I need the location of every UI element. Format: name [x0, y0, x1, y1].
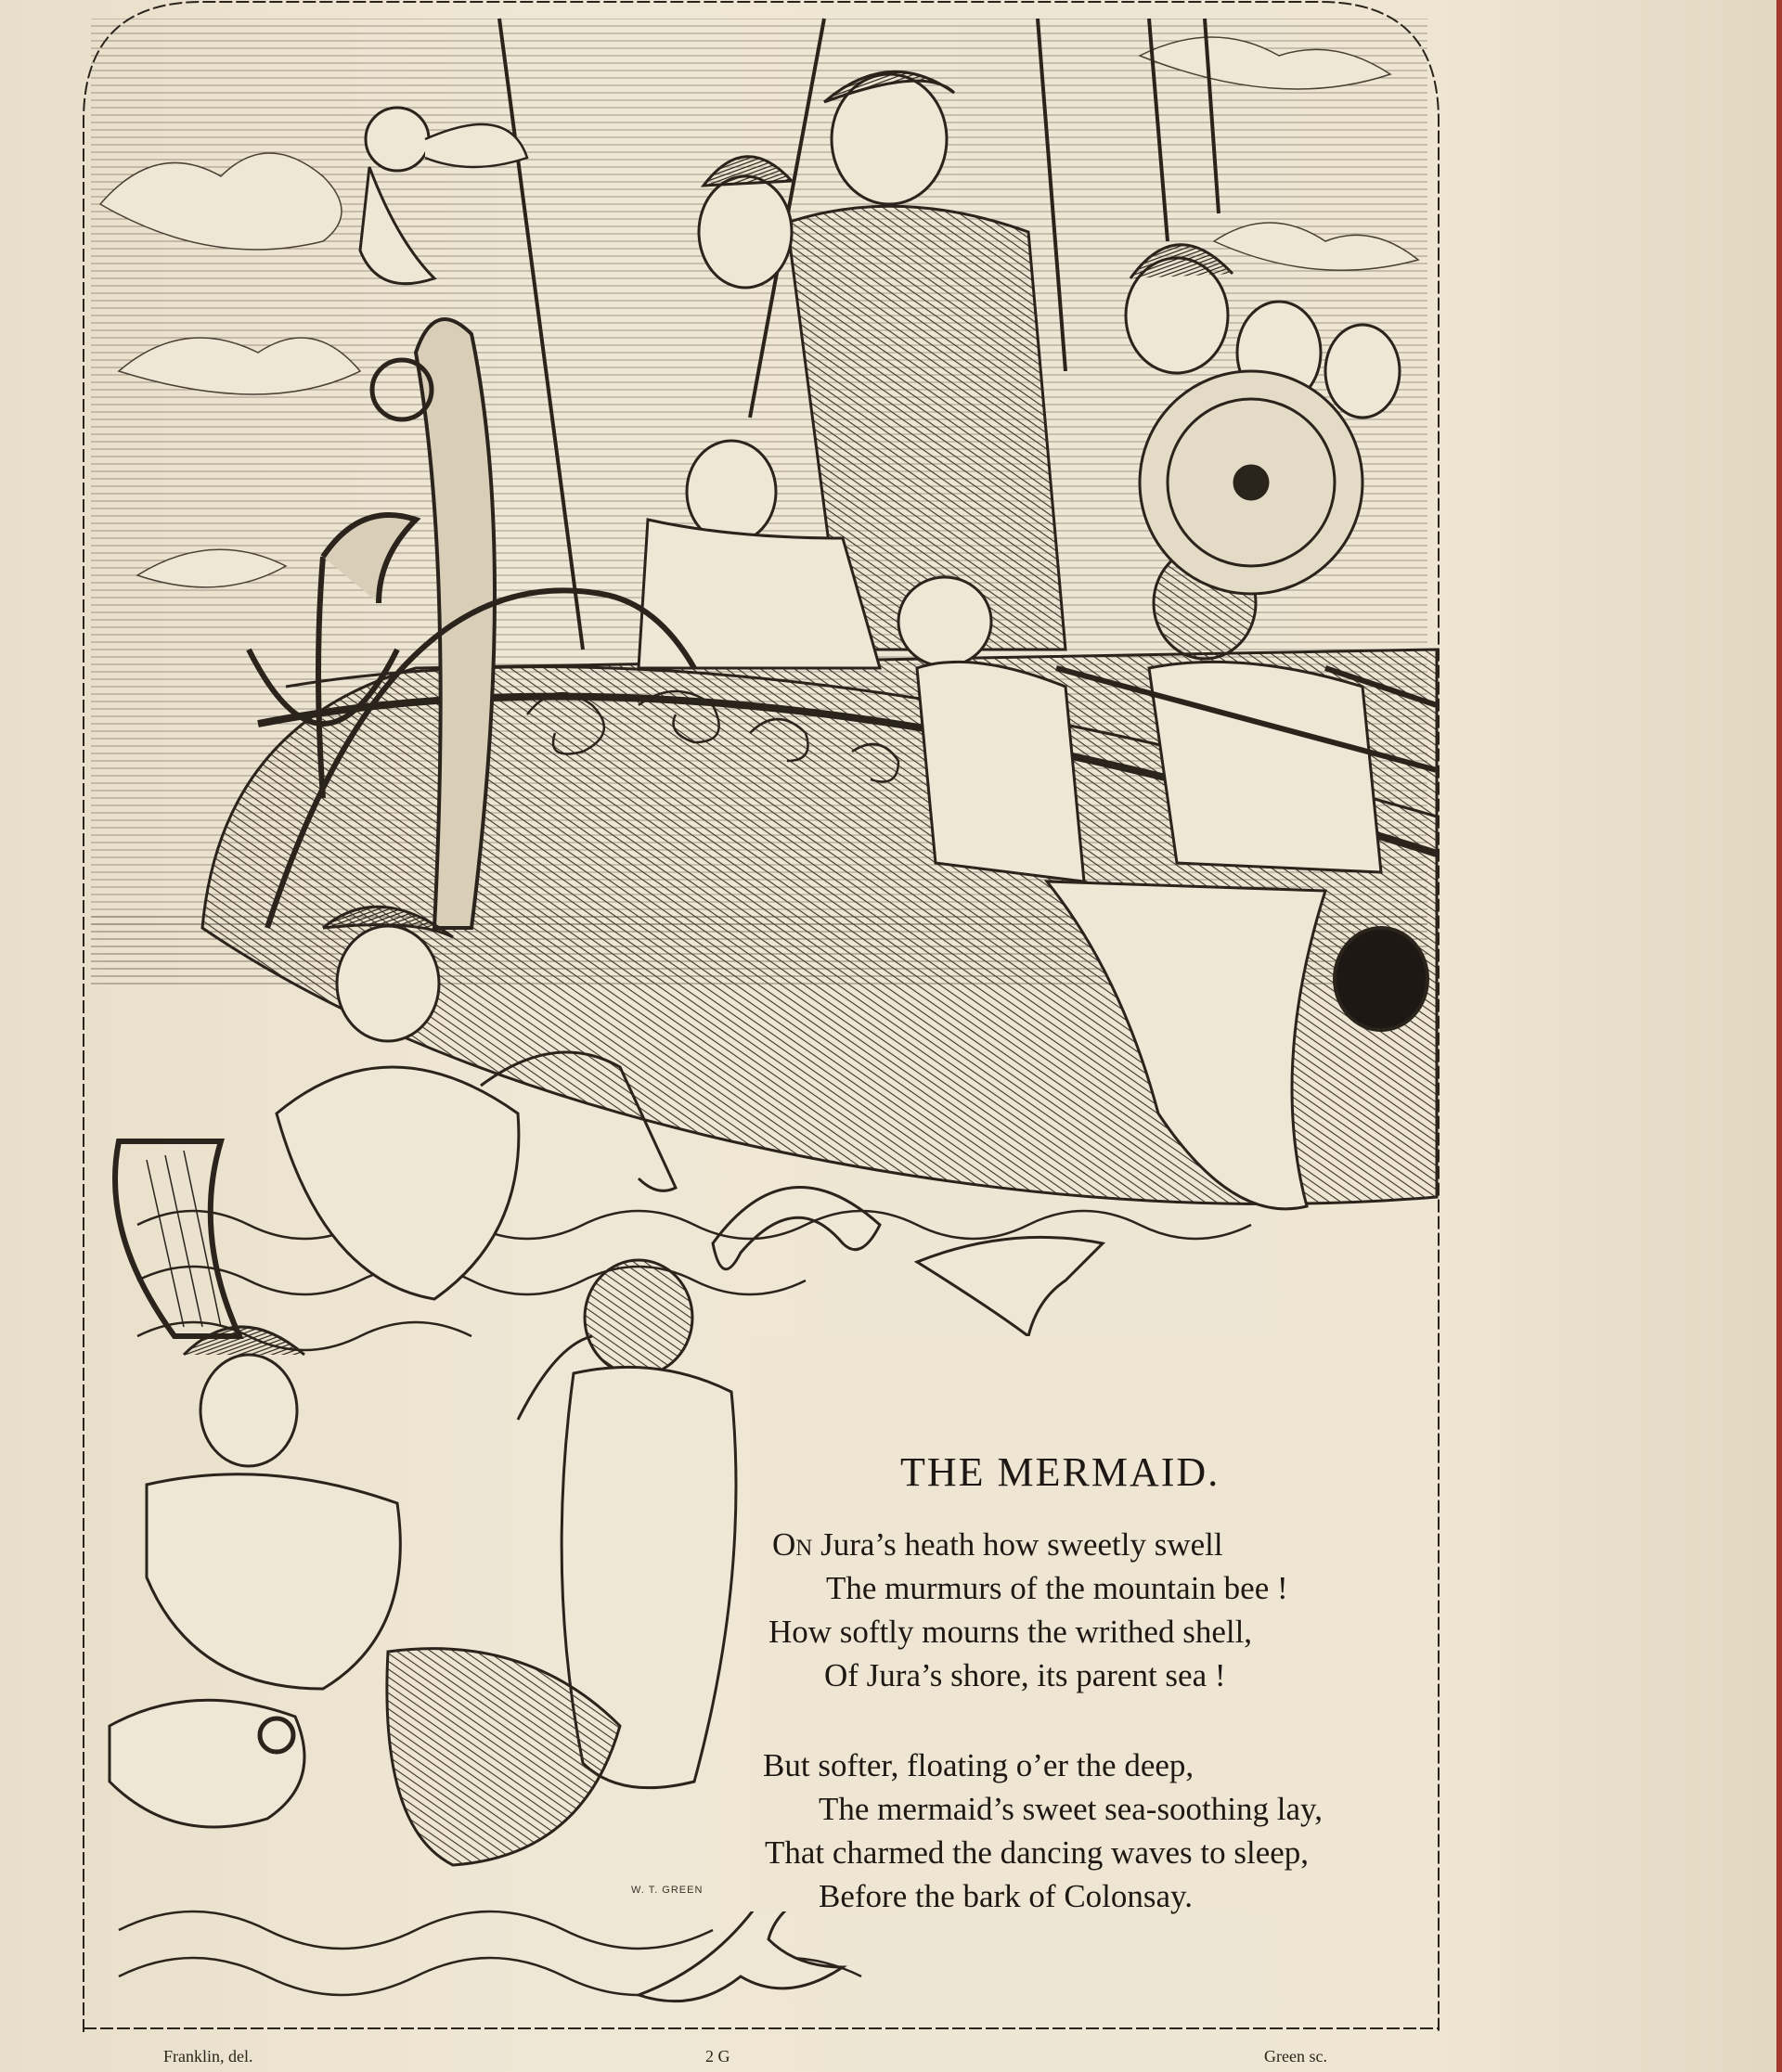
- verse-line: Before the bark of Colonsay.: [819, 1878, 1194, 1914]
- artist-credit: Franklin, del.: [163, 2047, 253, 2066]
- engraving-plate: [82, 0, 1440, 2032]
- verse-initial: On: [772, 1526, 813, 1563]
- harp: [115, 1141, 239, 1336]
- verse-line: How softly mourns the writhed shell,: [768, 1614, 1253, 1650]
- engraver-signature: W. T. GREEN: [631, 1885, 704, 1896]
- verse-line: [772, 1526, 1223, 1564]
- verse-line: That charmed the dancing waves to sleep,: [765, 1834, 1310, 1871]
- poem-title: THE MERMAID.: [900, 1449, 1220, 1495]
- ship-porthole: [1335, 928, 1427, 1030]
- verse-line: The murmurs of the mountain bee !: [826, 1570, 1288, 1606]
- verse-line: But softer, floating o’er the deep,: [763, 1747, 1194, 1783]
- verse-text: Jura’s heath how sweetly swell: [812, 1526, 1223, 1563]
- signature-mark: 2 G: [705, 2047, 730, 2066]
- engraver-credit: Green sc.: [1264, 2047, 1327, 2066]
- red-page-edge: [1776, 0, 1782, 2072]
- verse-line: Of Jura’s shore, its parent sea !: [824, 1657, 1226, 1693]
- sea-serpent: [713, 1188, 1103, 1337]
- mermaid-engraving-illustration: [82, 0, 1440, 2032]
- verse-line: The mermaid’s sweet sea-soothing lay,: [819, 1791, 1323, 1827]
- dolphin-head: [110, 1700, 304, 1827]
